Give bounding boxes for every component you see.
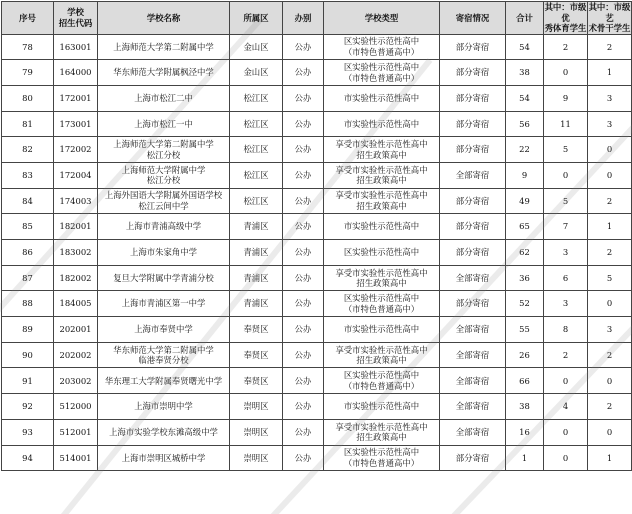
cell-arts: 1	[588, 60, 632, 86]
cell-school-name	[98, 419, 230, 445]
header-seq: 序号	[2, 2, 54, 35]
cell-district: 松江区	[230, 162, 283, 188]
cell-sports: 2	[544, 34, 588, 60]
table-row	[2, 368, 632, 394]
cell-ownership: 公办	[283, 394, 324, 420]
cell-arts: 5	[588, 265, 632, 291]
cell-arts: 2	[588, 240, 632, 266]
cell-sports: 7	[544, 214, 588, 240]
table-row	[2, 60, 632, 86]
cell-school-type-line: 市实验性示范性高中	[343, 324, 420, 335]
header-code	[54, 2, 98, 35]
cell-sports: 6	[544, 265, 588, 291]
header-ownership: 办别	[283, 2, 324, 35]
header-sports-line2: 秀体育学生	[544, 23, 587, 33]
cell-total: 36	[506, 265, 544, 291]
cell-school-type-line: 区实验性示范性高中	[343, 370, 420, 381]
table-row	[2, 34, 632, 60]
cell-code: 182002	[54, 265, 98, 291]
cell-total: 52	[506, 291, 544, 317]
cell-boarding: 部分寄宿	[440, 240, 506, 266]
table-row	[2, 240, 632, 266]
cell-ownership: 公办	[283, 60, 324, 86]
cell-total: 22	[506, 137, 544, 163]
cell-school-type	[324, 240, 440, 266]
cell-boarding: 部分寄宿	[440, 111, 506, 137]
table-row	[2, 214, 632, 240]
cell-total: 54	[506, 34, 544, 60]
cell-school-name-line: 松江分校	[146, 175, 181, 186]
cell-school-type-line: 享受市实验性示范性高中	[335, 344, 428, 355]
cell-school-name	[98, 317, 230, 343]
cell-school-type	[324, 111, 440, 137]
cell-ownership: 公办	[283, 240, 324, 266]
cell-school-type	[324, 265, 440, 291]
cell-ownership: 公办	[283, 419, 324, 445]
cell-arts: 3	[588, 111, 632, 137]
cell-seq: 80	[2, 85, 54, 111]
cell-school-type-line: 区实验性示范性高中	[343, 447, 420, 458]
cell-boarding: 全部寄宿	[440, 162, 506, 188]
cell-seq: 90	[2, 342, 54, 368]
cell-school-name-line: 华东师范大学附属枫泾中学	[113, 67, 214, 78]
cell-ownership: 公办	[283, 188, 324, 214]
cell-code: 202002	[54, 342, 98, 368]
cell-ownership: 公办	[283, 85, 324, 111]
cell-school-type-line: 市实验性示范性高中	[343, 92, 420, 103]
cell-ownership: 公办	[283, 214, 324, 240]
cell-school-type	[324, 162, 440, 188]
cell-district: 奉贤区	[230, 317, 283, 343]
cell-boarding: 全部寄宿	[440, 342, 506, 368]
cell-code: 174003	[54, 188, 98, 214]
cell-code: 514001	[54, 445, 98, 471]
cell-school-type	[324, 34, 440, 60]
cell-district: 崇明区	[230, 419, 283, 445]
cell-district: 金山区	[230, 60, 283, 86]
cell-total: 9	[506, 162, 544, 188]
cell-arts: 2	[588, 188, 632, 214]
cell-school-type	[324, 394, 440, 420]
cell-boarding: 部分寄宿	[440, 214, 506, 240]
cell-school-type	[324, 60, 440, 86]
cell-ownership: 公办	[283, 162, 324, 188]
table-body	[2, 34, 632, 471]
table-row	[2, 137, 632, 163]
cell-boarding: 部分寄宿	[440, 137, 506, 163]
cell-seq: 86	[2, 240, 54, 266]
cell-ownership: 公办	[283, 368, 324, 394]
cell-ownership: 公办	[283, 137, 324, 163]
cell-school-name	[98, 291, 230, 317]
cell-school-type-line: 区实验性示范性高中	[343, 36, 420, 47]
cell-school-name-line: 上海市崇明区城桥中学	[121, 452, 206, 463]
header-total: 合计	[506, 2, 544, 35]
cell-ownership: 公办	[283, 342, 324, 368]
cell-total: 54	[506, 85, 544, 111]
cell-school-name	[98, 85, 230, 111]
cell-district: 青浦区	[230, 240, 283, 266]
cell-school-type-line: 招生政策高中	[356, 200, 407, 211]
cell-ownership: 公办	[283, 265, 324, 291]
cell-school-type-line: （市特色普通高中）	[343, 303, 420, 314]
cell-district: 松江区	[230, 137, 283, 163]
cell-school-name-line: 临港奉贤分校	[138, 355, 189, 366]
cell-school-type	[324, 214, 440, 240]
cell-seq: 88	[2, 291, 54, 317]
cell-school-type-line: 享受市实验性示范性高中	[335, 190, 428, 201]
cell-sports: 0	[544, 419, 588, 445]
table-row	[2, 317, 632, 343]
cell-boarding: 部分寄宿	[440, 188, 506, 214]
cell-school-name	[98, 60, 230, 86]
cell-seq: 83	[2, 162, 54, 188]
cell-ownership: 公办	[283, 291, 324, 317]
cell-school-name	[98, 34, 230, 60]
cell-school-type	[324, 137, 440, 163]
cell-seq: 82	[2, 137, 54, 163]
cell-seq: 84	[2, 188, 54, 214]
table-row	[2, 111, 632, 137]
cell-arts: 3	[588, 85, 632, 111]
cell-arts: 0	[588, 137, 632, 163]
cell-arts: 0	[588, 291, 632, 317]
cell-school-type	[324, 317, 440, 343]
table-row	[2, 291, 632, 317]
cell-total: 62	[506, 240, 544, 266]
cell-seq: 87	[2, 265, 54, 291]
cell-school-type-line: 享受市实验性示范性高中	[335, 164, 428, 175]
school-quota-table	[1, 1, 632, 471]
header-name: 学校名称	[98, 2, 230, 35]
header-sports-line1: 其中：市级优	[544, 2, 587, 23]
cell-school-type	[324, 188, 440, 214]
cell-district: 奉贤区	[230, 368, 283, 394]
cell-arts: 1	[588, 445, 632, 471]
cell-boarding: 全部寄宿	[440, 394, 506, 420]
cell-school-name-line: 复旦大学附属中学青浦分校	[113, 272, 214, 283]
cell-arts: 0	[588, 419, 632, 445]
cell-sports: 3	[544, 291, 588, 317]
cell-arts: 2	[588, 394, 632, 420]
table-row	[2, 162, 632, 188]
cell-seq: 91	[2, 368, 54, 394]
cell-total: 1	[506, 445, 544, 471]
cell-school-name-line: 上海师范大学附属中学	[121, 164, 206, 175]
cell-code: 202001	[54, 317, 98, 343]
cell-school-name	[98, 188, 230, 214]
table-row	[2, 188, 632, 214]
cell-boarding: 部分寄宿	[440, 34, 506, 60]
cell-boarding: 部分寄宿	[440, 291, 506, 317]
header-code-line1: 学校	[67, 7, 84, 18]
cell-school-type-line: 享受市实验性示范性高中	[335, 267, 428, 278]
cell-seq: 85	[2, 214, 54, 240]
cell-school-name-line: 松江云间中学	[138, 200, 189, 211]
cell-sports: 9	[544, 85, 588, 111]
cell-district: 奉贤区	[230, 342, 283, 368]
cell-code: 184005	[54, 291, 98, 317]
cell-school-name-line: 上海市崇明中学	[134, 401, 193, 412]
cell-arts: 1	[588, 214, 632, 240]
cell-school-type	[324, 368, 440, 394]
header-arts	[588, 2, 632, 35]
cell-school-name	[98, 137, 230, 163]
header-arts-line2: 术骨干学生	[588, 23, 631, 33]
cell-district: 青浦区	[230, 214, 283, 240]
cell-school-type-line: （市特色普通高中）	[343, 72, 420, 83]
cell-arts: 0	[588, 162, 632, 188]
cell-code: 182001	[54, 214, 98, 240]
table-header-row	[2, 2, 632, 35]
cell-school-type-line: 市实验性示范性高中	[343, 401, 420, 412]
cell-seq: 79	[2, 60, 54, 86]
cell-code: 164000	[54, 60, 98, 86]
cell-district: 松江区	[230, 85, 283, 111]
cell-arts: 3	[588, 317, 632, 343]
cell-district: 崇明区	[230, 394, 283, 420]
cell-sports: 5	[544, 188, 588, 214]
cell-district: 金山区	[230, 34, 283, 60]
cell-school-name-line: 上海师范大学第二附属中学	[113, 139, 214, 150]
cell-school-type-line: 招生政策高中	[356, 175, 407, 186]
cell-total: 66	[506, 368, 544, 394]
cell-sports: 5	[544, 137, 588, 163]
cell-school-name-line: 松江分校	[146, 149, 181, 160]
cell-code: 173001	[54, 111, 98, 137]
cell-sports: 0	[544, 60, 588, 86]
cell-sports: 3	[544, 240, 588, 266]
cell-total: 38	[506, 394, 544, 420]
cell-school-name	[98, 111, 230, 137]
cell-school-name-line: 华东师范大学第二附属中学	[113, 344, 214, 355]
cell-code: 172001	[54, 85, 98, 111]
cell-school-name-line: 上海师范大学第二附属中学	[113, 41, 214, 52]
cell-school-name-line: 上海市实验学校东滩高级中学	[109, 426, 218, 437]
cell-school-type-line: 区实验性示范性高中	[343, 62, 420, 73]
cell-school-type	[324, 445, 440, 471]
table-row	[2, 85, 632, 111]
cell-code: 512000	[54, 394, 98, 420]
cell-arts: 0	[588, 368, 632, 394]
cell-sports: 8	[544, 317, 588, 343]
cell-school-type	[324, 291, 440, 317]
cell-boarding: 部分寄宿	[440, 60, 506, 86]
cell-school-type-line: 招生政策高中	[356, 432, 407, 443]
cell-seq: 94	[2, 445, 54, 471]
cell-district: 松江区	[230, 188, 283, 214]
cell-ownership: 公办	[283, 111, 324, 137]
cell-school-name-line: 上海市松江一中	[134, 118, 193, 129]
cell-school-type-line: （市特色普通高中）	[343, 380, 420, 391]
cell-boarding: 全部寄宿	[440, 368, 506, 394]
cell-school-name	[98, 162, 230, 188]
cell-school-name-line: 上海市青浦高级中学	[125, 221, 202, 232]
cell-school-name-line: 上海市奉贤中学	[134, 324, 193, 335]
cell-district: 崇明区	[230, 445, 283, 471]
cell-sports: 4	[544, 394, 588, 420]
cell-total: 55	[506, 317, 544, 343]
cell-school-name	[98, 214, 230, 240]
cell-sports: 11	[544, 111, 588, 137]
cell-sports: 0	[544, 368, 588, 394]
cell-school-type-line: 区实验性示范性高中	[343, 247, 420, 258]
cell-school-type-line: （市特色普通高中）	[343, 457, 420, 468]
cell-ownership: 公办	[283, 34, 324, 60]
cell-seq: 78	[2, 34, 54, 60]
cell-code: 203002	[54, 368, 98, 394]
header-district: 所属区	[230, 2, 283, 35]
cell-boarding: 全部寄宿	[440, 317, 506, 343]
cell-boarding: 部分寄宿	[440, 445, 506, 471]
cell-total: 16	[506, 419, 544, 445]
table-row	[2, 445, 632, 471]
cell-school-type	[324, 342, 440, 368]
table-row	[2, 342, 632, 368]
cell-total: 56	[506, 111, 544, 137]
cell-code: 172002	[54, 137, 98, 163]
cell-code: 172004	[54, 162, 98, 188]
cell-code: 163001	[54, 34, 98, 60]
cell-school-name	[98, 265, 230, 291]
cell-ownership: 公办	[283, 317, 324, 343]
header-type: 学校类型	[324, 2, 440, 35]
header-sports	[544, 2, 588, 35]
cell-school-type-line: 市实验性示范性高中	[343, 118, 420, 129]
header-boarding: 寄宿情况	[440, 2, 506, 35]
cell-boarding: 全部寄宿	[440, 265, 506, 291]
cell-arts: 2	[588, 342, 632, 368]
table-row	[2, 265, 632, 291]
cell-seq: 93	[2, 419, 54, 445]
cell-school-type-line: 市实验性示范性高中	[343, 221, 420, 232]
cell-seq: 81	[2, 111, 54, 137]
cell-district: 松江区	[230, 111, 283, 137]
cell-school-type-line: 享受市实验性示范性高中	[335, 139, 428, 150]
cell-school-name	[98, 240, 230, 266]
cell-school-type-line: 招生政策高中	[356, 149, 407, 160]
cell-total: 26	[506, 342, 544, 368]
cell-school-type	[324, 85, 440, 111]
header-arts-line1: 其中：市级艺	[588, 2, 631, 23]
table-row	[2, 419, 632, 445]
cell-school-name	[98, 445, 230, 471]
cell-total: 38	[506, 60, 544, 86]
cell-school-name-line: 上海市松江二中	[134, 92, 193, 103]
cell-school-name-line: 上海市青浦区第一中学	[121, 298, 206, 309]
cell-sports: 0	[544, 162, 588, 188]
cell-seq: 89	[2, 317, 54, 343]
cell-school-name-line: 上海市朱家角中学	[130, 247, 197, 258]
cell-school-type-line: 区实验性示范性高中	[343, 293, 420, 304]
cell-school-type-line: （市特色普通高中）	[343, 46, 420, 57]
cell-total: 49	[506, 188, 544, 214]
cell-seq: 92	[2, 394, 54, 420]
cell-district: 青浦区	[230, 291, 283, 317]
cell-school-type-line: 享受市实验性示范性高中	[335, 421, 428, 432]
cell-school-name	[98, 394, 230, 420]
cell-arts: 2	[588, 34, 632, 60]
cell-school-name	[98, 342, 230, 368]
cell-sports: 2	[544, 342, 588, 368]
cell-school-type	[324, 419, 440, 445]
cell-code: 512001	[54, 419, 98, 445]
cell-school-name	[98, 368, 230, 394]
cell-ownership: 公办	[283, 445, 324, 471]
cell-boarding: 部分寄宿	[440, 85, 506, 111]
cell-school-type-line: 招生政策高中	[356, 355, 407, 366]
cell-sports: 0	[544, 445, 588, 471]
cell-district: 青浦区	[230, 265, 283, 291]
table-row	[2, 394, 632, 420]
cell-school-type-line: 招生政策高中	[356, 278, 407, 289]
cell-total: 65	[506, 214, 544, 240]
header-code-line2: 招生代码	[58, 17, 93, 28]
cell-school-name-line: 上海外国语大学附属外国语学校	[104, 190, 223, 201]
cell-boarding: 全部寄宿	[440, 419, 506, 445]
cell-code: 183002	[54, 240, 98, 266]
cell-school-name-line: 华东理工大学附属奉贤曙光中学	[104, 375, 223, 386]
